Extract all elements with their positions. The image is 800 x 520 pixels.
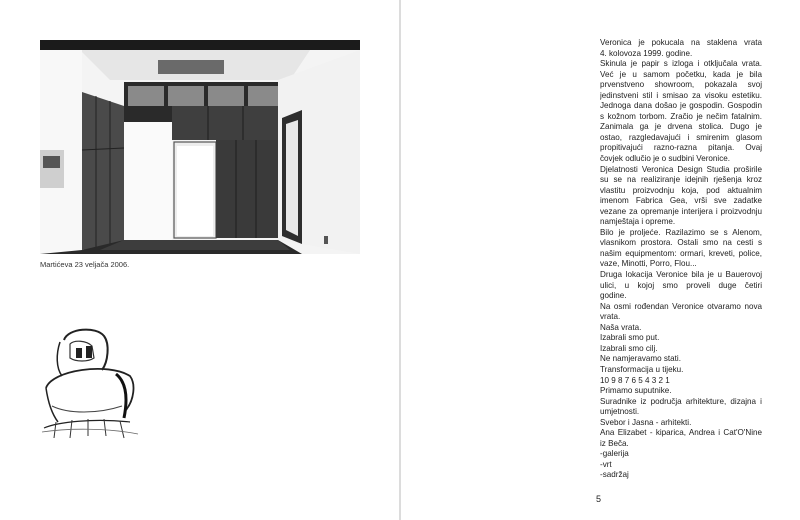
text-line: -vrt [600, 459, 612, 469]
text-line: umjetnosti. [600, 407, 640, 417]
text-line: propitivajući razno-razna pitanja. Ovaj [600, 143, 762, 153]
left-page [0, 0, 399, 520]
text-line: iz Beča. [600, 438, 629, 448]
interior-photo [40, 40, 360, 254]
text-line: vlasnikom prostora. Ostali smo na cesti s [600, 238, 762, 248]
text-line: su se na realiziranje idejnih rješenja kroz [600, 175, 762, 185]
page-number: 5 [596, 494, 602, 504]
text-line: Bilo je proljeće. Razilazimo se s Alenom, [600, 227, 762, 237]
text-line: Ne namjeravamo stati. [600, 354, 681, 364]
text-line: Naša vrata. [600, 322, 642, 332]
text-line: Jednoga dana došao je gospodin. Gospodin [600, 101, 762, 111]
text-line: 10 9 8 7 6 5 4 3 2 1 [600, 375, 670, 385]
text-line: Transformacija u tijeku. [600, 364, 684, 374]
text-line: Na osmi rođendan Veronice otvaramo nova [600, 301, 762, 311]
text-line: Primamo suputnike. [600, 386, 672, 396]
text-line: ostao, razgledavajući i smirenim glasom [600, 132, 762, 142]
text-line: Zanimala ga je drvena stolica. Dugo je [600, 122, 762, 132]
text-line: -sadržaj [600, 470, 629, 480]
text-line: imenom Fabrica Gea, vrši sve zadatke [600, 196, 762, 206]
text-line: Izabrali smo cilj. [600, 343, 658, 353]
text-line: 4. kolovoza 1999. godine. [600, 48, 693, 58]
text-line: Ana Elizabet - kiparica, Andrea i Cat'O'Nine [600, 428, 762, 438]
text-line: vlastitu proizvodnju koja, pod aktualnim [600, 185, 762, 195]
text-line: prvenstveno showroom, pokazala svoj [600, 80, 762, 90]
body-text [600, 38, 762, 481]
photo-caption: Martićeva 23 veljača 2006. [40, 260, 130, 269]
text-line: Izabrali smo put. [600, 333, 660, 343]
text-line: vaze, Minotti, Porro, Flou... [600, 259, 697, 269]
chair-sketch [38, 318, 144, 446]
text-line: -galerija [600, 449, 629, 459]
text-line: Suradnike iz područja arhitekture, dizajna i [600, 396, 762, 406]
text-line: godine. [600, 291, 627, 301]
text-line: jedinstveni stil i smisao za visoku estetiku. [600, 90, 762, 100]
text-line: ulici, u kojoj smo proveli duge četiri [600, 280, 762, 290]
text-line: Skinula je papir s izloga i otključala vrata. [600, 59, 762, 69]
text-line: Druga lokacija Veronice bila je u Bauerovoj [600, 270, 762, 280]
text-line: namještaja i opreme. [600, 217, 676, 227]
text-line: Već je u samom početku, kada je bila [600, 69, 762, 79]
text-line: vrata. [600, 312, 621, 322]
text-line: vezane za opremanje interijera i proizvodnju [600, 206, 762, 216]
right-page [401, 0, 800, 520]
text-line: Veronica je pokucala na staklena vrata [600, 38, 762, 47]
text-line: Djelatnosti Veronica Design Studia proširile [600, 164, 762, 174]
text-line: s kožnom torbom. Zračio je nečim fatalnim. [600, 111, 762, 121]
text-line: čovjek odlučio je o sudbini Veronice. [600, 154, 731, 164]
text-line: Svebor i Jasna - arhitekti. [600, 417, 692, 427]
text-line: našim equipmentom: ormari, kreveti, police, [600, 248, 762, 258]
